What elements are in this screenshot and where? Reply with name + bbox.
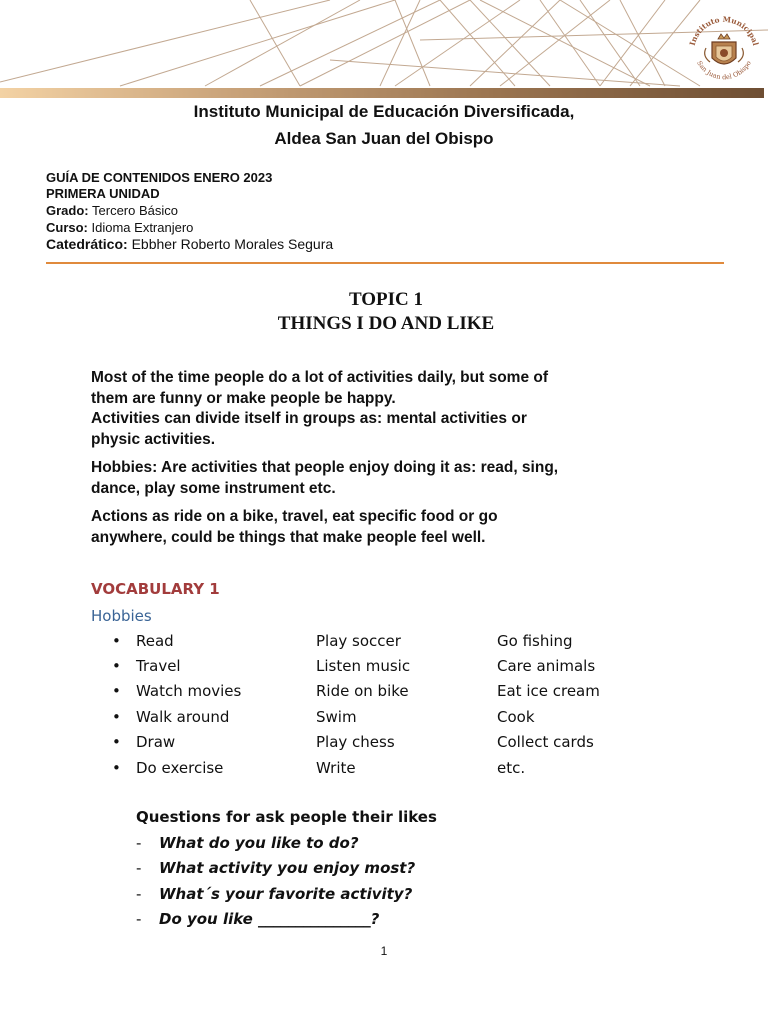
svg-text:San Juan del Obispo: San Juan del Obispo <box>695 59 753 82</box>
vocab-item: Ride on bike <box>316 682 409 700</box>
bullet: • <box>112 708 121 726</box>
vocab-item: Play chess <box>316 733 395 751</box>
vocab-item: etc. <box>497 759 526 777</box>
question-item <box>0 859 768 881</box>
questions-heading: Questions for ask people their likes <box>136 808 437 826</box>
vocabulary-row <box>0 708 768 730</box>
dash: - <box>136 859 142 877</box>
question-text: What´s your favorite activity? <box>159 885 413 903</box>
bullet: • <box>112 657 121 675</box>
unit-label: PRIMERA UNIDAD <box>46 186 160 201</box>
hobbies-subheading: Hobbies <box>91 607 152 625</box>
vocab-item: Go fishing <box>497 632 573 650</box>
topic-number: TOPIC 1 <box>348 289 424 310</box>
topic-title: THINGS I DO AND LIKE <box>277 313 495 334</box>
vocabulary-row <box>0 759 768 781</box>
bullet: • <box>112 682 121 700</box>
vocab-item: Play soccer <box>316 632 401 650</box>
bullet: • <box>112 632 121 650</box>
teacher-value: Ebbher Roberto Morales Segura <box>131 236 334 252</box>
course-value: Idioma Extranjero <box>91 220 194 235</box>
vocab-item: Travel <box>136 657 181 675</box>
header-gold-bar <box>0 88 764 98</box>
dash: - <box>136 834 142 852</box>
teacher-line <box>46 236 333 253</box>
institution-name-line1: Instituto Municipal de Educación Diversificada, <box>193 102 575 121</box>
vocabulary-heading: VOCABULARY 1 <box>91 580 220 598</box>
hobbies-paragraph: Hobbies: Are activities that people enjoy doing it as: read, sing, dance, play some instrument etc. <box>91 459 559 497</box>
activities-paragraph: Activities can divide itself in groups as: mental activities or physic activities. <box>91 410 527 448</box>
dash: - <box>136 885 142 903</box>
teacher-label: Catedrático: <box>46 236 128 252</box>
vocab-item: Draw <box>136 733 176 751</box>
institution-seal-icon <box>684 12 764 86</box>
question-item <box>0 885 768 907</box>
vocab-item: Watch movies <box>136 682 242 700</box>
dash: - <box>136 910 142 928</box>
vocab-item: Swim <box>316 708 357 726</box>
vocab-item: Read <box>136 632 174 650</box>
question-text: What do you like to do? <box>159 834 359 852</box>
vocabulary-row <box>0 657 768 679</box>
vocab-item: Care animals <box>497 657 596 675</box>
bullet: • <box>112 733 121 751</box>
bullet: • <box>112 759 121 777</box>
vocab-item: Collect cards <box>497 733 594 751</box>
vocab-item: Do exercise <box>136 759 224 777</box>
guide-title: GUÍA DE CONTENIDOS ENERO 2023 <box>46 170 273 185</box>
grade-line <box>46 202 178 219</box>
question-item <box>0 834 768 856</box>
actions-paragraph: Actions as ride on a bike, travel, eat specific food or go anywhere, could be things that make people feel well. <box>91 508 498 546</box>
grade-value: Tercero Básico <box>92 203 178 218</box>
vocabulary-row <box>0 733 768 755</box>
course-line <box>46 219 193 236</box>
question-item <box>0 910 768 932</box>
vocabulary-row <box>0 682 768 704</box>
question-text: What activity you enjoy most? <box>159 859 416 877</box>
vocab-item: Write <box>316 759 356 777</box>
vocab-item: Walk around <box>136 708 230 726</box>
header-decorative-lines <box>0 0 768 100</box>
vocab-item: Eat ice cream <box>497 682 600 700</box>
grade-label: Grado: <box>46 203 89 218</box>
course-label: Curso: <box>46 220 88 235</box>
header-divider <box>46 262 724 264</box>
question-text: Do you like _______________? <box>159 910 380 928</box>
intro-paragraph: Most of the time people do a lot of activities daily, but some of them are funny or make people be happy. <box>91 369 549 407</box>
page-number: 1 <box>380 944 388 958</box>
svg-text:Instituto Municipal: Instituto Municipal <box>687 14 761 47</box>
vocab-item: Listen music <box>316 657 411 675</box>
vocab-item: Cook <box>497 708 535 726</box>
institution-name-line2: Aldea San Juan del Obispo <box>274 129 494 148</box>
vocabulary-row <box>0 632 768 654</box>
